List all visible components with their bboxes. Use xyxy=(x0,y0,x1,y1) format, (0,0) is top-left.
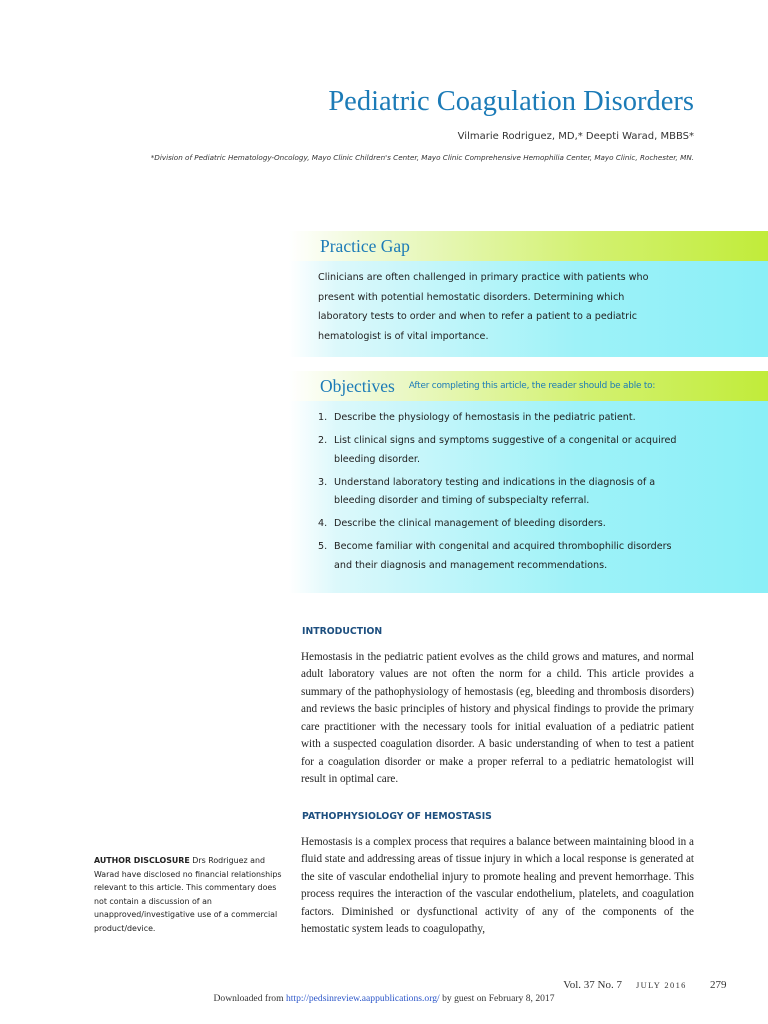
disclosure-label: AUTHOR DISCLOSURE xyxy=(94,856,190,865)
practice-gap-line: present with potential hemostatic disorders. Determining which xyxy=(318,291,625,303)
download-link[interactable]: http://pedsinreview.aappublications.org/ xyxy=(285,993,440,1004)
objective-number: 4. xyxy=(318,518,328,529)
body-line: provides a summary of the pathophysiology of hemostasis (eg, bleeding and xyxy=(301,668,694,698)
body-line: and prevent hemorrhage. This process requires the interaction of the vascular xyxy=(301,870,694,901)
footer-date: JULY 2016 xyxy=(636,981,687,990)
objective-line: List clinical signs and symptoms suggestive of a congenital or acquired xyxy=(334,435,677,446)
body-line: endothelium, platelets, and coagulation factors. Diminished or dysfunctional xyxy=(301,888,694,918)
author-affiliation: *Division of Pediatric Hematology-Oncology, Mayo Clinic Children's Center, Mayo Clinic Comprehensive Hemophilia Center, Mayo Clinic, Rochester, MN. xyxy=(150,153,694,162)
objective-text xyxy=(334,409,728,428)
download-prefix: Downloaded from xyxy=(213,993,286,1004)
objectives-intro: After completing this article, the reader should be able to: xyxy=(408,381,656,391)
objective-number: 2. xyxy=(318,435,328,446)
objective-item xyxy=(318,515,728,534)
practice-gap-header xyxy=(289,231,768,261)
practice-gap-line: Clinicians are often challenged in primary practice with patients who xyxy=(318,272,649,283)
objective-item xyxy=(318,432,728,469)
body-line: blood in a fluid state and addressing areas of tissue injury in which a local xyxy=(301,836,694,866)
objective-text xyxy=(334,474,728,511)
objective-line: Understand laboratory testing and indications in the diagnosis of a xyxy=(334,476,656,488)
practice-gap-line: laboratory tests to order and when to refer a patient to a pediatric xyxy=(318,311,638,322)
download-suffix: by guest on February 8, 2017 xyxy=(439,993,555,1004)
body-line: thrombosis disorders) and reviews the basic principles of history and physical xyxy=(301,685,694,716)
page-number: 279 xyxy=(710,979,727,991)
objective-text xyxy=(334,432,728,469)
objective-number: 5. xyxy=(318,541,328,552)
footer-volume: Vol. 37 No. 7 xyxy=(563,979,622,991)
download-notice xyxy=(0,993,768,1004)
objective-line: Describe the physiology of hemostasis in the pediatric patient. xyxy=(334,412,636,423)
body-line: findings to provide the primary care practitioner with the necessary tools for initial xyxy=(301,703,695,733)
objectives-list xyxy=(318,409,728,575)
article-authors: Vilmarie Rodriguez, MD,* Deepti Warad, MBBS* xyxy=(457,131,694,142)
objective-number: 1. xyxy=(318,412,328,423)
objective-line: bleeding disorder. xyxy=(334,453,421,465)
body-line: evaluation of a pediatric patient with a suspected coagulation disorder. A basic xyxy=(301,720,694,751)
body-line: response is generated at the site of vascular endothelial injury to promote healing xyxy=(301,853,694,883)
practice-gap-box xyxy=(289,231,768,357)
objective-text xyxy=(334,538,728,575)
pathophysiology-heading: PATHOPHYSIOLOGY OF HEMOSTASIS xyxy=(302,811,492,822)
body-line: Hemostasis is a complex process that requires a balance between maintaining xyxy=(301,836,647,848)
objective-text xyxy=(334,515,728,534)
introduction-heading: INTRODUCTION xyxy=(302,626,383,637)
introduction-paragraph xyxy=(301,649,694,789)
practice-gap-text xyxy=(318,268,718,346)
objective-line: Describe the clinical management of bleeding disorders. xyxy=(334,518,606,529)
objective-line: bleeding disorder and timing of subspecialty referral. xyxy=(334,495,590,506)
objective-item xyxy=(318,474,728,511)
objectives-heading: Objectives xyxy=(320,375,395,396)
author-disclosure xyxy=(94,854,282,936)
objective-line: and their diagnosis and management recommendations. xyxy=(334,559,608,571)
body-line: understanding of when to test a patient for a coagulation disorder or make a xyxy=(301,738,694,768)
objective-number: 3. xyxy=(318,476,328,488)
practice-gap-line: hematologist is of vital importance. xyxy=(318,330,489,342)
objectives-header xyxy=(289,371,768,401)
practice-gap-heading: Practice Gap xyxy=(320,235,410,256)
body-line: normal adult laboratory values are not often the norm for a child. This article xyxy=(301,651,694,681)
objective-item xyxy=(318,538,728,575)
body-line: Hemostasis in the pediatric patient evolves as the child grows and matures, and xyxy=(301,651,660,663)
pathophysiology-paragraph xyxy=(301,834,694,939)
body-line: proper referral to a pediatric hematologist will result in optimal care. xyxy=(301,755,694,786)
disclosure-text: Drs Rodriguez and Warad have disclosed no financial relationships relevant to this article. This commentary does not contain a discussion of an unapproved/investigative use of a commercial product/device. xyxy=(94,856,282,933)
body-line: activity of any of the components of the hemostatic system leads to coagulopathy, xyxy=(301,905,694,936)
article-title: Pediatric Coagulation Disorders xyxy=(328,86,694,117)
objective-item xyxy=(318,409,728,428)
objective-line: Become familiar with congenital and acquired thrombophilic disorders xyxy=(334,541,672,552)
objectives-box xyxy=(289,371,768,593)
